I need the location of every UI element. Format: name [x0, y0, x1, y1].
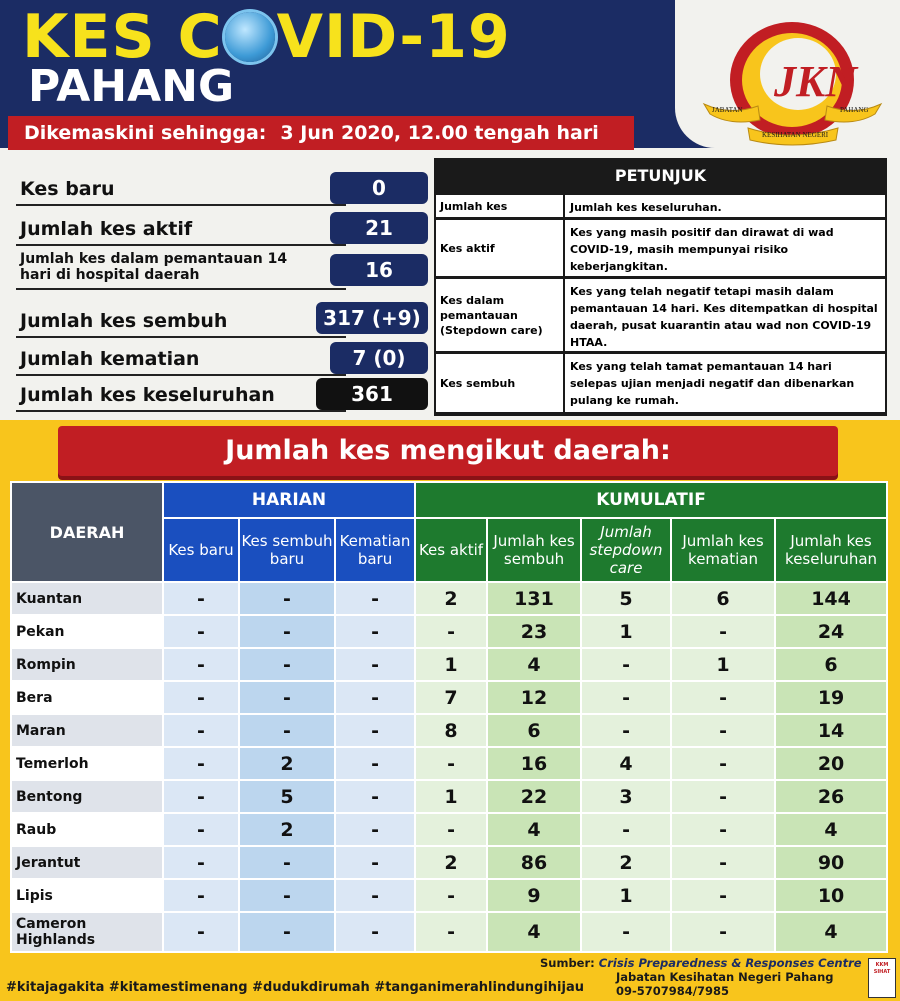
- divider: [16, 244, 346, 246]
- divider: [16, 336, 346, 338]
- table-cell: -: [239, 615, 335, 648]
- table-cell: 2: [239, 813, 335, 846]
- table-cell: -: [239, 681, 335, 714]
- district-name: Lipis: [11, 879, 163, 912]
- table-cell: -: [335, 648, 415, 681]
- petunjuk-key: Kes aktif: [436, 220, 565, 276]
- stat-label: Jumlah kes dalam pemantauan 14 hari di hospital daerah: [20, 251, 288, 283]
- petunjuk-key: Jumlah kes: [436, 195, 565, 217]
- source-label: Sumber:: [540, 956, 595, 970]
- table-cell: 6: [487, 714, 581, 747]
- petunjuk-panel: [434, 158, 887, 416]
- stat-sembuh: [16, 300, 428, 338]
- page-title: KES C VID-19: [22, 2, 511, 72]
- header-kumulatif: KUMULATIF: [415, 482, 887, 518]
- table-cell: -: [163, 879, 239, 912]
- table-cell: 24: [775, 615, 887, 648]
- table-cell: 12: [487, 681, 581, 714]
- district-name: Bera: [11, 681, 163, 714]
- svg-text:KESIHATAN NEGERI: KESIHATAN NEGERI: [762, 131, 829, 139]
- table-cell: -: [239, 714, 335, 747]
- table-cell: -: [581, 714, 671, 747]
- district-table: [10, 481, 888, 953]
- table-cell: 23: [487, 615, 581, 648]
- divider: [16, 204, 346, 206]
- stat-value: 361: [316, 378, 428, 410]
- district-name: Kuantan: [11, 582, 163, 615]
- table-cell: 3: [581, 780, 671, 813]
- jkn-logo: [700, 8, 885, 148]
- table-row: [11, 681, 887, 714]
- stat-keseluruhan: [16, 376, 428, 412]
- table-row: [11, 780, 887, 813]
- table-cell: 4: [775, 912, 887, 952]
- table-cell: 19: [775, 681, 887, 714]
- table-cell: 4: [487, 912, 581, 952]
- table-cell: 4: [487, 648, 581, 681]
- table-cell: -: [163, 780, 239, 813]
- stat-kes-aktif: [16, 210, 428, 246]
- stat-label: Jumlah kes sembuh: [20, 310, 228, 332]
- divider: [16, 410, 346, 412]
- table-cell: -: [581, 681, 671, 714]
- table-cell: -: [671, 846, 775, 879]
- petunjuk-title: PETUNJUK: [614, 166, 707, 185]
- stat-kes-baru: [16, 170, 428, 206]
- table-cell: -: [239, 879, 335, 912]
- update-value: 3 Jun 2020, 12.00 tengah hari: [280, 122, 599, 144]
- col-jumlah-sembuh: Jumlah kes sembuh: [487, 518, 581, 582]
- stat-value: 7 (0): [330, 342, 428, 374]
- table-cell: 20: [775, 747, 887, 780]
- table-row: [11, 846, 887, 879]
- header-harian: HARIAN: [163, 482, 415, 518]
- table-cell: -: [335, 846, 415, 879]
- district-name: Cameron Highlands: [11, 912, 163, 952]
- table-row: [11, 582, 887, 615]
- table-cell: 1: [415, 648, 487, 681]
- table-cell: -: [335, 747, 415, 780]
- table-cell: 5: [581, 582, 671, 615]
- stat-kematian: [16, 340, 428, 376]
- table-cell: -: [163, 648, 239, 681]
- table-row: [11, 912, 887, 952]
- district-name: Jerantut: [11, 846, 163, 879]
- col-kes-sembuh-baru: Kes sembuh baru: [239, 518, 335, 582]
- table-row: [11, 714, 887, 747]
- table-cell: -: [671, 912, 775, 952]
- virus-icon: [225, 12, 275, 62]
- update-bar: [8, 116, 634, 150]
- update-label: Dikemaskini sehingga:: [24, 122, 267, 144]
- table-cell: 2: [581, 846, 671, 879]
- stat-value: 0: [330, 172, 428, 204]
- table-cell: -: [671, 615, 775, 648]
- stat-label: Jumlah kes keseluruhan: [20, 384, 275, 406]
- col-kematian-baru: Kematian baru: [335, 518, 415, 582]
- stat-label: Jumlah kes aktif: [20, 218, 193, 240]
- table-cell: -: [335, 813, 415, 846]
- svg-text:PAHANG: PAHANG: [840, 106, 869, 114]
- table-cell: -: [671, 879, 775, 912]
- table-row: [11, 813, 887, 846]
- table-cell: 2: [415, 582, 487, 615]
- stat-label: Kes baru: [20, 178, 115, 200]
- table-cell: -: [415, 615, 487, 648]
- table-cell: 6: [775, 648, 887, 681]
- table-cell: 5: [239, 780, 335, 813]
- stat-pemantauan: [16, 250, 428, 290]
- table-cell: -: [239, 912, 335, 952]
- table-cell: 144: [775, 582, 887, 615]
- table-cell: 131: [487, 582, 581, 615]
- table-cell: -: [163, 615, 239, 648]
- table-cell: 1: [671, 648, 775, 681]
- stat-value: 21: [330, 212, 428, 244]
- table-cell: 2: [415, 846, 487, 879]
- col-kes-baru: Kes baru: [163, 518, 239, 582]
- col-keseluruhan: Jumlah kes keseluruhan: [775, 518, 887, 582]
- petunjuk-desc: Jumlah kes keseluruhan.: [570, 201, 722, 214]
- table-cell: 8: [415, 714, 487, 747]
- table-row: [11, 648, 887, 681]
- source-line1: Crisis Preparedness & Responses Centre: [598, 956, 862, 970]
- stat-value: 317 (+9): [316, 302, 428, 334]
- petunjuk-row: [436, 279, 885, 351]
- stat-label: Jumlah kematian: [20, 348, 200, 370]
- table-cell: -: [415, 747, 487, 780]
- table-cell: 1: [581, 879, 671, 912]
- table-cell: 14: [775, 714, 887, 747]
- table-cell: -: [163, 714, 239, 747]
- table-cell: -: [163, 912, 239, 952]
- table-cell: 22: [487, 780, 581, 813]
- header-daerah: DAERAH: [11, 482, 163, 582]
- district-name: Pekan: [11, 615, 163, 648]
- svg-text:JKN: JKN: [774, 57, 858, 106]
- table-cell: 4: [581, 747, 671, 780]
- table-cell: 2: [239, 747, 335, 780]
- table-cell: -: [335, 780, 415, 813]
- table-row: [11, 879, 887, 912]
- table-cell: -: [239, 648, 335, 681]
- svg-text:JABATAN: JABATAN: [712, 106, 743, 114]
- table-cell: -: [335, 879, 415, 912]
- table-cell: -: [671, 813, 775, 846]
- table-cell: 86: [487, 846, 581, 879]
- table-cell: 9: [487, 879, 581, 912]
- petunjuk-key: Kes sembuh: [436, 354, 565, 412]
- table-cell: 7: [415, 681, 487, 714]
- table-cell: -: [671, 714, 775, 747]
- petunjuk-row: [436, 354, 885, 412]
- col-stepdown: Jumlah stepdown care: [581, 518, 671, 582]
- divider: [16, 288, 346, 290]
- table-cell: -: [581, 813, 671, 846]
- table-cell: -: [335, 912, 415, 952]
- district-name: Maran: [11, 714, 163, 747]
- table-cell: -: [671, 681, 775, 714]
- table-cell: 6: [671, 582, 775, 615]
- table-cell: 1: [581, 615, 671, 648]
- table-cell: 10: [775, 879, 887, 912]
- district-name: Bentong: [11, 780, 163, 813]
- table-cell: 26: [775, 780, 887, 813]
- hashtags: #kitajagakita #kitamestimenang #dudukdirumah #tanganimerahlindungihijau: [6, 980, 584, 995]
- table-cell: -: [671, 747, 775, 780]
- table-row: [11, 747, 887, 780]
- district-name: Rompin: [11, 648, 163, 681]
- petunjuk-desc: Kes yang telah tamat pemantauan 14 hari selepas ujian menjadi negatif dan dibenarkan pulang ke rumah.: [570, 360, 855, 407]
- page-subtitle: PAHANG: [28, 61, 235, 112]
- table-cell: 1: [415, 780, 487, 813]
- table-cell: -: [335, 681, 415, 714]
- table-cell: -: [415, 912, 487, 952]
- table-cell: -: [415, 879, 487, 912]
- kkm-sihat-badge: KKM SIHAT: [868, 958, 896, 998]
- petunjuk-desc: Kes yang masih positif dan dirawat di wad COVID-19, masih mempunyai risiko keberjangkitan.: [570, 226, 834, 273]
- table-cell: -: [239, 582, 335, 615]
- table-cell: -: [581, 648, 671, 681]
- table-cell: -: [163, 681, 239, 714]
- source-line3: 09-5707984/7985: [616, 984, 729, 998]
- col-kes-aktif: Kes aktif: [415, 518, 487, 582]
- table-cell: -: [415, 813, 487, 846]
- table-cell: -: [335, 582, 415, 615]
- petunjuk-desc: Kes yang telah negatif tetapi masih dalam pemantauan 14 hari. Kes ditempatkan di hospital daerah, pusat kuarantin atau wad non COVID-19 HTAA.: [570, 285, 878, 349]
- source-line2: Jabatan Kesihatan Negeri Pahang: [616, 970, 834, 984]
- table-row: [11, 615, 887, 648]
- col-kematian: Jumlah kes kematian: [671, 518, 775, 582]
- stat-value: 16: [330, 254, 428, 286]
- petunjuk-key: Kes dalam pemantauan (Stepdown care): [436, 279, 565, 351]
- table-cell: -: [163, 747, 239, 780]
- district-title: Jumlah kes mengikut daerah:: [58, 426, 838, 476]
- district-name: Temerloh: [11, 747, 163, 780]
- table-cell: -: [581, 912, 671, 952]
- district-name: Raub: [11, 813, 163, 846]
- table-cell: -: [163, 846, 239, 879]
- table-cell: 4: [775, 813, 887, 846]
- table-cell: -: [239, 846, 335, 879]
- petunjuk-row: [436, 220, 885, 276]
- table-cell: -: [671, 780, 775, 813]
- petunjuk-row: [436, 195, 885, 217]
- table-cell: -: [163, 813, 239, 846]
- table-cell: 90: [775, 846, 887, 879]
- table-cell: 16: [487, 747, 581, 780]
- table-cell: 4: [487, 813, 581, 846]
- table-cell: -: [335, 615, 415, 648]
- table-cell: -: [335, 714, 415, 747]
- table-cell: -: [163, 582, 239, 615]
- source-block: [540, 956, 862, 998]
